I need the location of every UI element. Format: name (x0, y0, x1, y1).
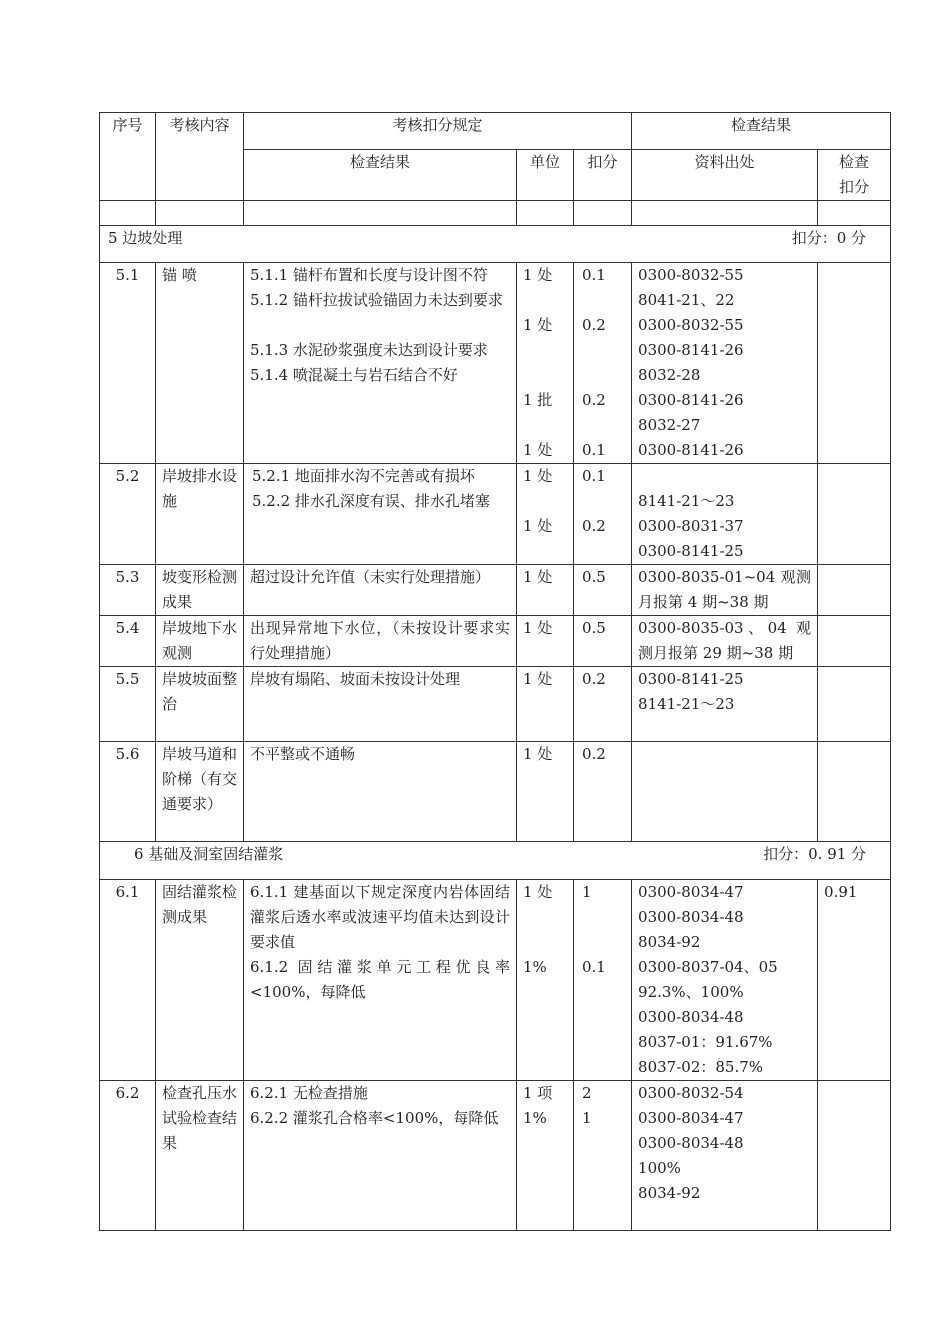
source-line: 0300-8034-48 (638, 1008, 744, 1026)
row-items (244, 464, 517, 565)
item-line: 超过设计允许值（未实行处理措施） (250, 568, 491, 586)
unit-line: 1 处 (523, 517, 553, 535)
row-units (517, 742, 574, 842)
source-line: 8037-02：85.7% (638, 1058, 764, 1076)
item-line: 6.2.1 无检查措施 (250, 1084, 368, 1102)
deduct-line (582, 363, 625, 388)
row-units (517, 565, 574, 616)
unit-line: 1 处 (523, 467, 553, 485)
unit-line: 1 项 (523, 1084, 553, 1102)
source-line: 92.3%、100% (638, 983, 744, 1001)
source-line: 0300-8032-55 (638, 266, 744, 284)
row-items (244, 565, 517, 616)
unit-line: 1 处 (523, 670, 553, 688)
source-line: 0300-8037-04、05 (638, 958, 778, 976)
table-row (100, 263, 891, 464)
row-units (517, 667, 574, 742)
row-units (517, 880, 574, 1081)
item-line: 5.2.2 排水孔深度有误、排水孔堵塞 (252, 492, 490, 510)
row-items (244, 880, 517, 1081)
deduct-line: 0.2 (582, 745, 606, 763)
source-line: 0300-8141-26 (638, 391, 744, 409)
item-line: 5.1.4 喷混凝土与岩石结合不好 (250, 366, 458, 384)
unit-line (523, 905, 567, 930)
row-content: 岸坡地下水观测 (156, 616, 244, 667)
row-items (244, 263, 517, 464)
row-content: 检查孔压水试验检查结果 (156, 1081, 244, 1231)
unit-line: 1 处 (523, 568, 553, 586)
row-items (244, 667, 517, 742)
header-check-result: 检查结果 (244, 150, 517, 201)
table-body (100, 226, 891, 1231)
section-title: 6 基础及洞室固结灌浆 (134, 845, 284, 863)
row-seq: 5.5 (100, 667, 156, 742)
table-row (100, 464, 891, 565)
unit-line: 1 处 (523, 745, 553, 763)
deduct-line: 0.2 (582, 316, 606, 334)
section-header (106, 226, 884, 251)
row-items (244, 1081, 517, 1231)
row-sources (632, 464, 818, 565)
row-content: 岸坡排水设施 (156, 464, 244, 565)
deduct-line: 0.2 (582, 517, 606, 535)
item-line: 6.2.2 灌浆孔合格率<100%，每降低 (250, 1109, 499, 1127)
section-score: 扣分：0 分 (791, 229, 867, 247)
item-line: 6.1.2 固结灌浆单元工程优良率<100%，每降低 (250, 958, 510, 1001)
row-seq: 5.1 (100, 263, 156, 464)
unit-line: 1 处 (523, 316, 553, 334)
source-line: 8034-92 (638, 933, 701, 951)
row-content: 坡变形检测成果 (156, 565, 244, 616)
section-header-cell (100, 226, 891, 263)
row-deducts (574, 464, 632, 565)
header-unit: 单位 (517, 150, 574, 201)
unit-line (523, 363, 567, 388)
header-seq: 序号 (100, 113, 156, 201)
header-deduct: 扣分 (574, 150, 632, 201)
row-sources (632, 565, 818, 616)
row-content: 岸坡马道和阶梯（有交通要求） (156, 742, 244, 842)
source-line: 0300-8141-25 (638, 542, 744, 560)
table-row (100, 667, 891, 742)
row-check-deduct (818, 742, 891, 842)
deduct-line: 0.2 (582, 670, 606, 688)
row-check-deduct (818, 464, 891, 565)
row-content: 锚 喷 (156, 263, 244, 464)
unit-line (523, 930, 567, 955)
header-content: 考核内容 (156, 113, 244, 201)
row-seq: 5.4 (100, 616, 156, 667)
row-deducts (574, 667, 632, 742)
row-deducts (574, 742, 632, 842)
unit-line (523, 489, 567, 514)
deduct-line: 0.1 (582, 467, 606, 485)
row-sources (632, 1081, 818, 1231)
item-line: 5.1.2 锚杆拉拔试验锚固力未达到要求 (250, 291, 503, 309)
row-items (244, 616, 517, 667)
table-row (100, 742, 891, 842)
item-line: 5.2.1 地面排水沟不完善或有损坏 (252, 467, 475, 485)
deduct-line: 0.5 (582, 568, 606, 586)
section-header (106, 842, 884, 867)
source-line: 8032-27 (638, 416, 701, 434)
header-rules-group: 考核扣分规定 (244, 113, 632, 150)
section-header-cell (100, 842, 891, 880)
source-line: 0300-8141-26 (638, 441, 744, 459)
source-line: 8141-21～23 (638, 492, 735, 510)
deduct-line: 2 (582, 1084, 592, 1102)
table-row (100, 880, 891, 1081)
blank-row (100, 201, 891, 226)
row-content: 固结灌浆检测成果 (156, 880, 244, 1081)
row-items (244, 742, 517, 842)
row-units (517, 616, 574, 667)
header-row-1 (100, 113, 891, 150)
section-row (100, 226, 891, 263)
unit-line: 1 处 (523, 883, 553, 901)
unit-line (523, 288, 567, 313)
deduct-line (582, 413, 625, 438)
row-sources (632, 667, 818, 742)
source-line: 0300-8141-25 (638, 670, 744, 688)
row-check-deduct (818, 1081, 891, 1231)
unit-line: 1 处 (523, 619, 553, 637)
source-line: 8037-01：91.67% (638, 1033, 773, 1051)
deduct-line (582, 905, 625, 930)
section-title: 5 边坡处理 (108, 229, 183, 247)
deduct-line: 1 (582, 1109, 592, 1127)
deduct-line: 0.1 (582, 958, 606, 976)
item-line: 不平整或不通畅 (250, 745, 356, 763)
header-check-deduct (818, 150, 891, 201)
row-seq: 6.1 (100, 880, 156, 1081)
item-line: 6.1.1 建基面以下规定深度内岩体固结灌浆后透水率或波速平均值未达到设计要求值 (250, 883, 510, 951)
header-source: 资料出处 (632, 150, 818, 201)
source-line: 0300-8031-37 (638, 517, 744, 535)
deduct-line (582, 288, 625, 313)
unit-line: 1% (523, 1109, 547, 1127)
header-result-group: 检查结果 (632, 113, 891, 150)
row-seq: 5.6 (100, 742, 156, 842)
row-seq: 6.2 (100, 1081, 156, 1231)
row-content: 岸坡坡面整治 (156, 667, 244, 742)
item-line (250, 313, 510, 338)
row-sources (632, 880, 818, 1081)
source-line: 0300-8034-47 (638, 1109, 744, 1127)
source-line: 0300-8032-55 (638, 316, 744, 334)
row-check-deduct (818, 616, 891, 667)
source-line: 0300-8034-47 (638, 883, 744, 901)
table-row (100, 616, 891, 667)
source-line: 0300-8034-48 (638, 1134, 744, 1152)
item-line: 5.1.3 水泥砂浆强度未达到设计要求 (250, 341, 488, 359)
row-sources (632, 616, 818, 667)
unit-line: 1% (523, 958, 547, 976)
item-line: 5.1.1 锚杆布置和长度与设计图不符 (250, 266, 488, 284)
unit-line: 1 处 (523, 441, 553, 459)
row-deducts (574, 616, 632, 667)
row-check-deduct: 0.91 (818, 880, 891, 1081)
item-line: 岸坡有塌陷、坡面未按设计处理 (250, 670, 461, 688)
row-deducts (574, 1081, 632, 1231)
unit-line: 1 处 (523, 266, 553, 284)
row-sources (632, 263, 818, 464)
row-deducts (574, 880, 632, 1081)
deduct-line (582, 489, 625, 514)
row-check-deduct (818, 667, 891, 742)
section-row (100, 842, 891, 880)
source-line: 8041-21、22 (638, 291, 735, 309)
item-line: 出现异常地下水位，（未按设计要求实行处理措施） (250, 619, 510, 662)
source-line: 0300-8035-03、04 观测月报第 29 期~38 期 (638, 619, 812, 662)
row-seq: 5.2 (100, 464, 156, 565)
unit-line: 1 批 (523, 391, 553, 409)
source-line: 8032-28 (638, 366, 701, 384)
source-line: 0300-8034-48 (638, 908, 744, 926)
deduct-line: 0.5 (582, 619, 606, 637)
row-check-deduct (818, 263, 891, 464)
assessment-table (99, 112, 891, 1231)
source-line: 0300-8141-26 (638, 341, 744, 359)
row-units (517, 1081, 574, 1231)
deduct-line: 1 (582, 883, 592, 901)
unit-line (523, 413, 567, 438)
deduct-line: 0.1 (582, 266, 606, 284)
deduct-line (582, 338, 625, 363)
header-check-deduct-line: 扣分 (839, 178, 870, 196)
row-sources (632, 742, 818, 842)
table-row (100, 1081, 891, 1231)
source-line: 8034-92 (638, 1184, 701, 1202)
row-deducts (574, 565, 632, 616)
source-line: 0300-8035-01~04 观测月报第 4 期~38 期 (638, 568, 812, 611)
header-check-deduct-line: 检查 (839, 153, 870, 171)
table-row (100, 565, 891, 616)
row-check-deduct (818, 565, 891, 616)
section-score: 扣分：0. 91 分 (763, 845, 867, 863)
source-line: 0300-8032-54 (638, 1084, 744, 1102)
source-line (638, 464, 811, 489)
deduct-line (582, 930, 625, 955)
deduct-line: 0.2 (582, 391, 606, 409)
unit-line (523, 338, 567, 363)
row-deducts (574, 263, 632, 464)
row-units (517, 464, 574, 565)
row-units (517, 263, 574, 464)
deduct-line: 0.1 (582, 441, 606, 459)
source-line: 100% (638, 1159, 681, 1177)
source-line: 8141-21～23 (638, 695, 735, 713)
row-seq: 5.3 (100, 565, 156, 616)
